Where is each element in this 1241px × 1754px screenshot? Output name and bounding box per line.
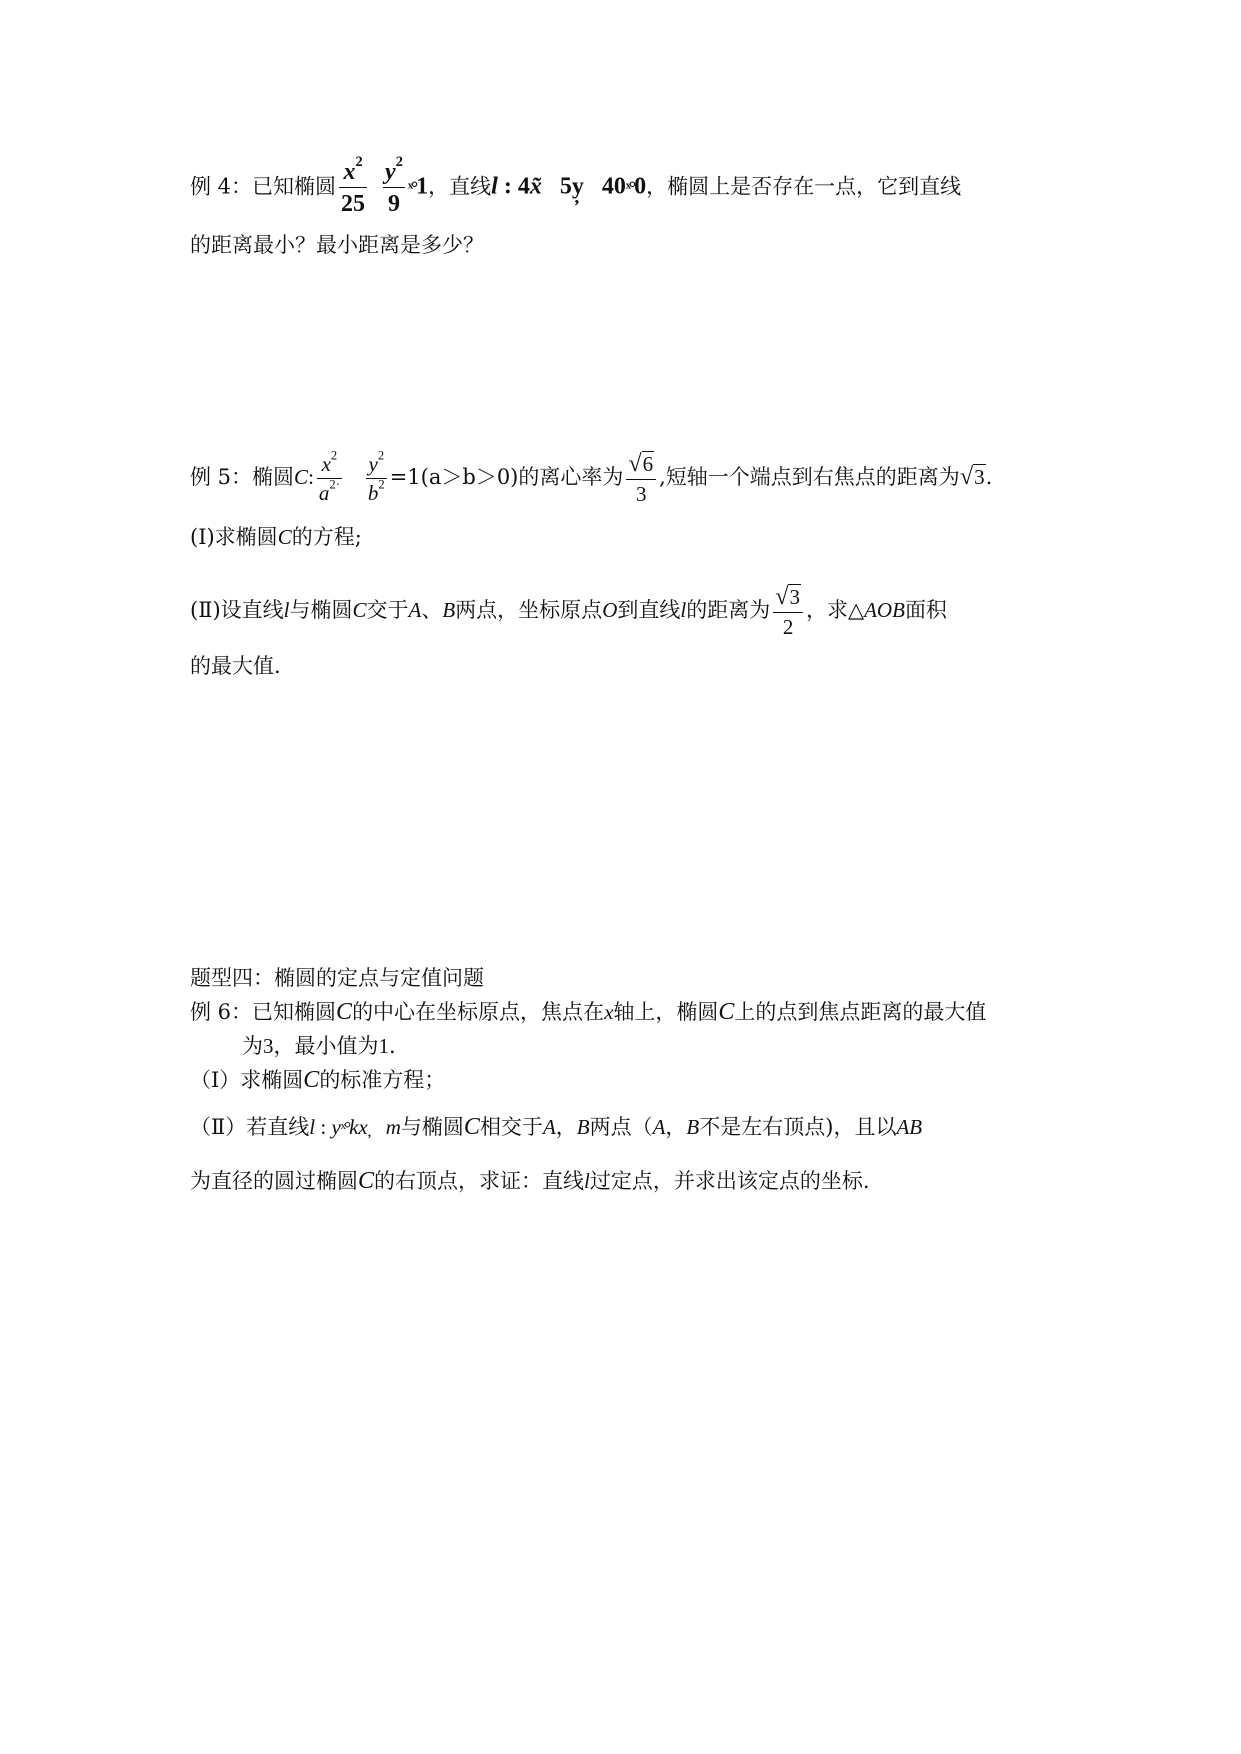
ex4-label: 例 4：已知椭圆	[190, 174, 337, 199]
ex6-line1: 例 6：已知椭圆C的中心在坐标原点，焦点在x轴上，椭圆C上的点到焦点距离的最大值	[190, 999, 987, 1025]
ex4-line-colon: : 4	[497, 173, 530, 200]
ex5-eccentricity-frac: $\frac{√6}{3}$	[626, 452, 656, 505]
ex5-part2-line2: 的最大值.	[190, 654, 281, 678]
ex5-frac-sqrt3-2: $\frac{√3}{2}$	[773, 585, 803, 638]
ex5-tail: ,短轴一个端点到右焦点的距离为	[659, 465, 960, 490]
ex4-eq-glyph: ˣ°	[407, 177, 417, 198]
ex4-tail: ，椭圆上是否存在一点，它到直线	[646, 174, 962, 199]
ex6-part1: （Ⅰ）求椭圆C的标准方程；	[190, 1067, 446, 1093]
ex5-frac-x2-a2: $\frac{x^2}{a^{2\cdot}}$	[318, 448, 340, 505]
ex5-label: 例 5：椭圆	[190, 465, 295, 490]
ex5-part1: (Ⅰ)求椭圆C的方程;	[190, 525, 362, 549]
ex6-part2: （Ⅱ）若直线l : yˣ°kx̦ m与椭圆C相交于A，B两点（A，B不是左右顶点)，且以AB	[190, 1114, 923, 1140]
ex4-eq-one: 1	[416, 173, 429, 200]
ex6-part2-line2: 为直径的圆过椭圆C的右顶点，求证：直线l过定点，并求出该定点的坐标.	[190, 1168, 870, 1194]
ex4-line-40: 40	[601, 173, 626, 200]
ex4-line-x: x̃	[529, 173, 542, 200]
ex5-part2: (Ⅱ)设直线l与椭圆C交于A、B两点，坐标原点O到直线l的距离为 $\frac{√3}{2}$ ，求△AOB面积	[190, 583, 947, 640]
ex6-line2: 为3，最小值为1.	[242, 1034, 396, 1058]
ex5-sqrt3: √3	[959, 463, 985, 491]
type4-heading: 题型四：椭圆的定点与定值问题	[190, 966, 484, 990]
ex4-frac-y2-9: $\frac{y^2}{9}$	[385, 154, 403, 217]
ex4-line2: 的距离最小？最小距离是多少？	[190, 233, 484, 257]
ex5-eq-text: =1(a＞b＞0)的离心率为	[389, 465, 624, 490]
ex4-line-zero: 0	[634, 173, 647, 200]
ex4-frac-x2-25: $\frac{x^2}{25}$	[341, 154, 366, 217]
ex5-c-label: C	[294, 465, 309, 490]
ex5-line1: 例 5：椭圆C: $\frac{x^2}{a^{2\cdot}}$ $\frac{y^2}{b^2}$ =1(a＞b＞0)的离心率为 $\frac{√6}{3}$ ,短轴一个端点到右焦点的距离为√3.	[190, 448, 993, 507]
ex5-frac-y2-b2: $\frac{y^2}{b^2}$	[367, 448, 385, 505]
ex4-line1	[190, 154, 962, 217]
ex4-line-5y: 5y̦	[559, 173, 584, 200]
ex4-line-l: l	[491, 173, 498, 200]
sqrt-symbol: √6	[628, 450, 654, 477]
ex4-line-eq-glyph: ˣ°	[625, 177, 635, 198]
sqrt-symbol: √3	[775, 583, 800, 610]
ex4-line-text: ，直线	[428, 174, 492, 199]
